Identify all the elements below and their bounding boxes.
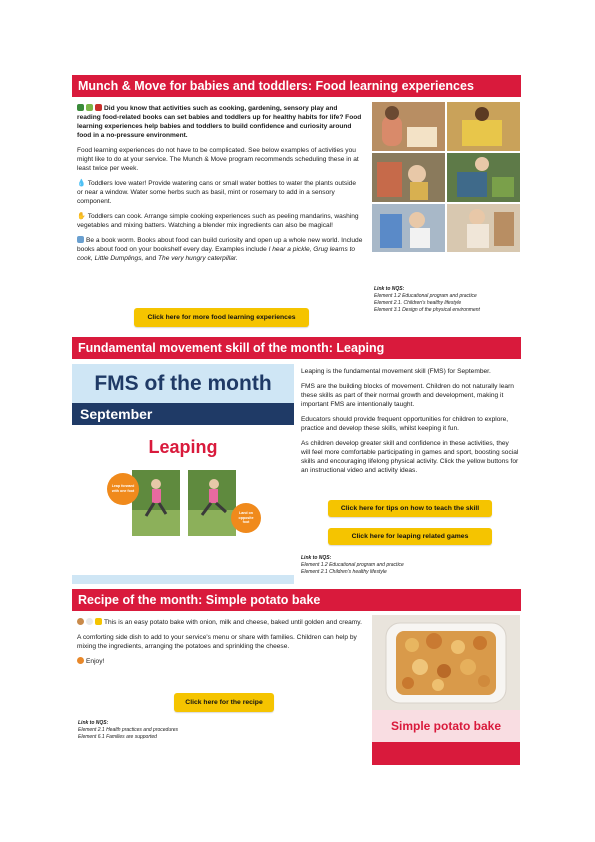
section-banner-recipe — [72, 589, 521, 611]
fms-skill-name: Leaping — [148, 437, 218, 457]
caption-red-strip — [372, 742, 520, 765]
potato-bake-photo — [372, 615, 520, 710]
section-title: Recipe of the month: Simple potato bake — [78, 593, 321, 607]
potato-bake-image — [372, 615, 520, 765]
fms-graphic-month: September — [72, 403, 294, 425]
section-title: Munch & Move for babies and toddlers: Food learning experiences — [78, 79, 474, 93]
nqs-item: Element 6.1 Families are supported — [78, 734, 157, 740]
tip-bubble-left: Leap forward with one foot — [107, 473, 139, 505]
books-and: and — [143, 255, 159, 262]
leaping-photos — [132, 470, 236, 536]
intro-text: Did you know that activities such as cooking, gardening, sensory play and reading food-related books can set babies and toddlers up for healthy habits for life? Food learning experiences help babies and toddlers to build confidence and curiosity around food in a no-pressure environment. — [77, 105, 362, 139]
leaping-games-button[interactable]: Click here for leaping related games — [328, 528, 492, 545]
paragraph-3: Educators should provide frequent opportunities for children to explore, practice and develop these skills, whilst keeping it fun. — [301, 416, 509, 432]
water-drops-icon: 💧 — [77, 180, 86, 187]
section-title: Fundamental movement skill of the month: Leaping — [78, 341, 385, 355]
recipe-text — [77, 618, 362, 672]
books-text: Be a book worm. Books about food can build curiosity and open up a whole new world. Include books about food on your bookshelf every day. Examples include — [77, 237, 363, 253]
potato-icon — [77, 618, 84, 625]
section-banner-fms — [72, 337, 521, 359]
paragraph-1: Leaping is the fundamental movement skill (FMS) for September. — [301, 368, 491, 375]
paragraph-cook-text: Toddlers can cook. Arrange simple cooking experiences such as peeling mandarins, washing vegetables and mixing batters. Watching a blender mix ingredients can also be magical! — [77, 213, 359, 229]
hand-icon: ✋ — [77, 213, 86, 220]
paragraph-books — [77, 236, 363, 263]
cheese-icon — [95, 618, 102, 625]
paragraph-cook — [77, 212, 363, 230]
smile-icon — [77, 657, 84, 664]
teach-skill-button[interactable]: Click here for tips on how to teach the skill — [328, 500, 492, 517]
paragraph-4: As children develop greater skill and confidence in these activities, they will feel more comfortable participating in games and sport, boosting social skills and encouraging lifelong physical activity. Click the yellow buttons for an instructional video and activity ideas. — [301, 440, 519, 474]
fms-text — [301, 367, 519, 481]
intro-paragraph — [77, 104, 363, 140]
nqs-item: Element 1.2 Educational program and practice — [374, 293, 477, 299]
tip-bubble-right: Land on opposite foot — [231, 503, 261, 533]
paragraph-water-text: Toddlers love water! Provide watering cans or small water bottles to water the plants outside or near a window. Water some herbs such as basil, mint or rosemary to add in a sensory component. — [77, 180, 356, 205]
open-book-icon — [77, 236, 84, 243]
paragraph-1-text: This is an easy potato bake with onion, milk and cheese, baked until golden and creamy. — [104, 619, 362, 626]
book-title-caterpillar: The very hungry caterpillar. — [158, 255, 238, 262]
paragraph-2: A comforting side dish to add to your service's menu or share with families. Children can help by mixing the ingredients, arranging the potatoes and sprinkling the cheese. — [77, 634, 357, 650]
nqs-heading: Link to NQS: — [301, 555, 332, 561]
nqs-item: Element 2.1 Health practices and procedures — [78, 727, 179, 733]
nqs-heading: Link to NQS: — [374, 286, 405, 292]
book-titles: I hear a pickle, Grug learns to cook, Little Dumplings, — [77, 246, 356, 262]
nqs-links-2 — [301, 555, 501, 576]
book-icon — [77, 104, 84, 111]
fms-graphic-body — [72, 425, 294, 575]
section-banner-food-learning — [72, 75, 521, 97]
nqs-item: Element 1.2 Educational program and practice — [301, 562, 404, 568]
paragraph-3 — [77, 657, 362, 666]
fms-graphic-heading: FMS of the month — [94, 372, 272, 395]
milk-icon — [86, 618, 93, 625]
nqs-item: Element 2.1. Children's healthy lifestyle — [374, 300, 462, 306]
nqs-links-3 — [78, 720, 278, 741]
food-learning-photo-collage — [372, 102, 520, 252]
paragraph-1: Food learning experiences do not have to be complicated. See below examples of activities you might like to do at your service. The Munch & Move program recommends scheduling these in at least twice per week. — [77, 147, 359, 172]
nqs-item: Element 3.1 Design of the physical environment — [374, 307, 480, 313]
nqs-links-1 — [374, 286, 524, 314]
basket-icon — [95, 104, 102, 111]
paragraph-1 — [77, 618, 362, 627]
paragraph-water — [77, 179, 363, 206]
nqs-item: Element 2.1 Children's healthy lifestyle — [301, 569, 387, 575]
plant-icon — [86, 104, 93, 111]
recipe-button[interactable]: Click here for the recipe — [174, 693, 274, 712]
food-learning-text — [77, 104, 363, 269]
nqs-heading: Link to NQS: — [78, 720, 109, 726]
fms-graphic — [72, 364, 294, 584]
more-food-learning-button[interactable]: Click here for more food learning experiences — [134, 308, 309, 327]
potato-bake-caption: Simple potato bake — [372, 710, 520, 742]
paragraph-2: FMS are the building blocks of movement. Children do not naturally learn these skills as part of their normal growth and development, making it important FMS are intentionally taught. — [301, 383, 514, 408]
paragraph-3-text: Enjoy! — [86, 658, 105, 665]
